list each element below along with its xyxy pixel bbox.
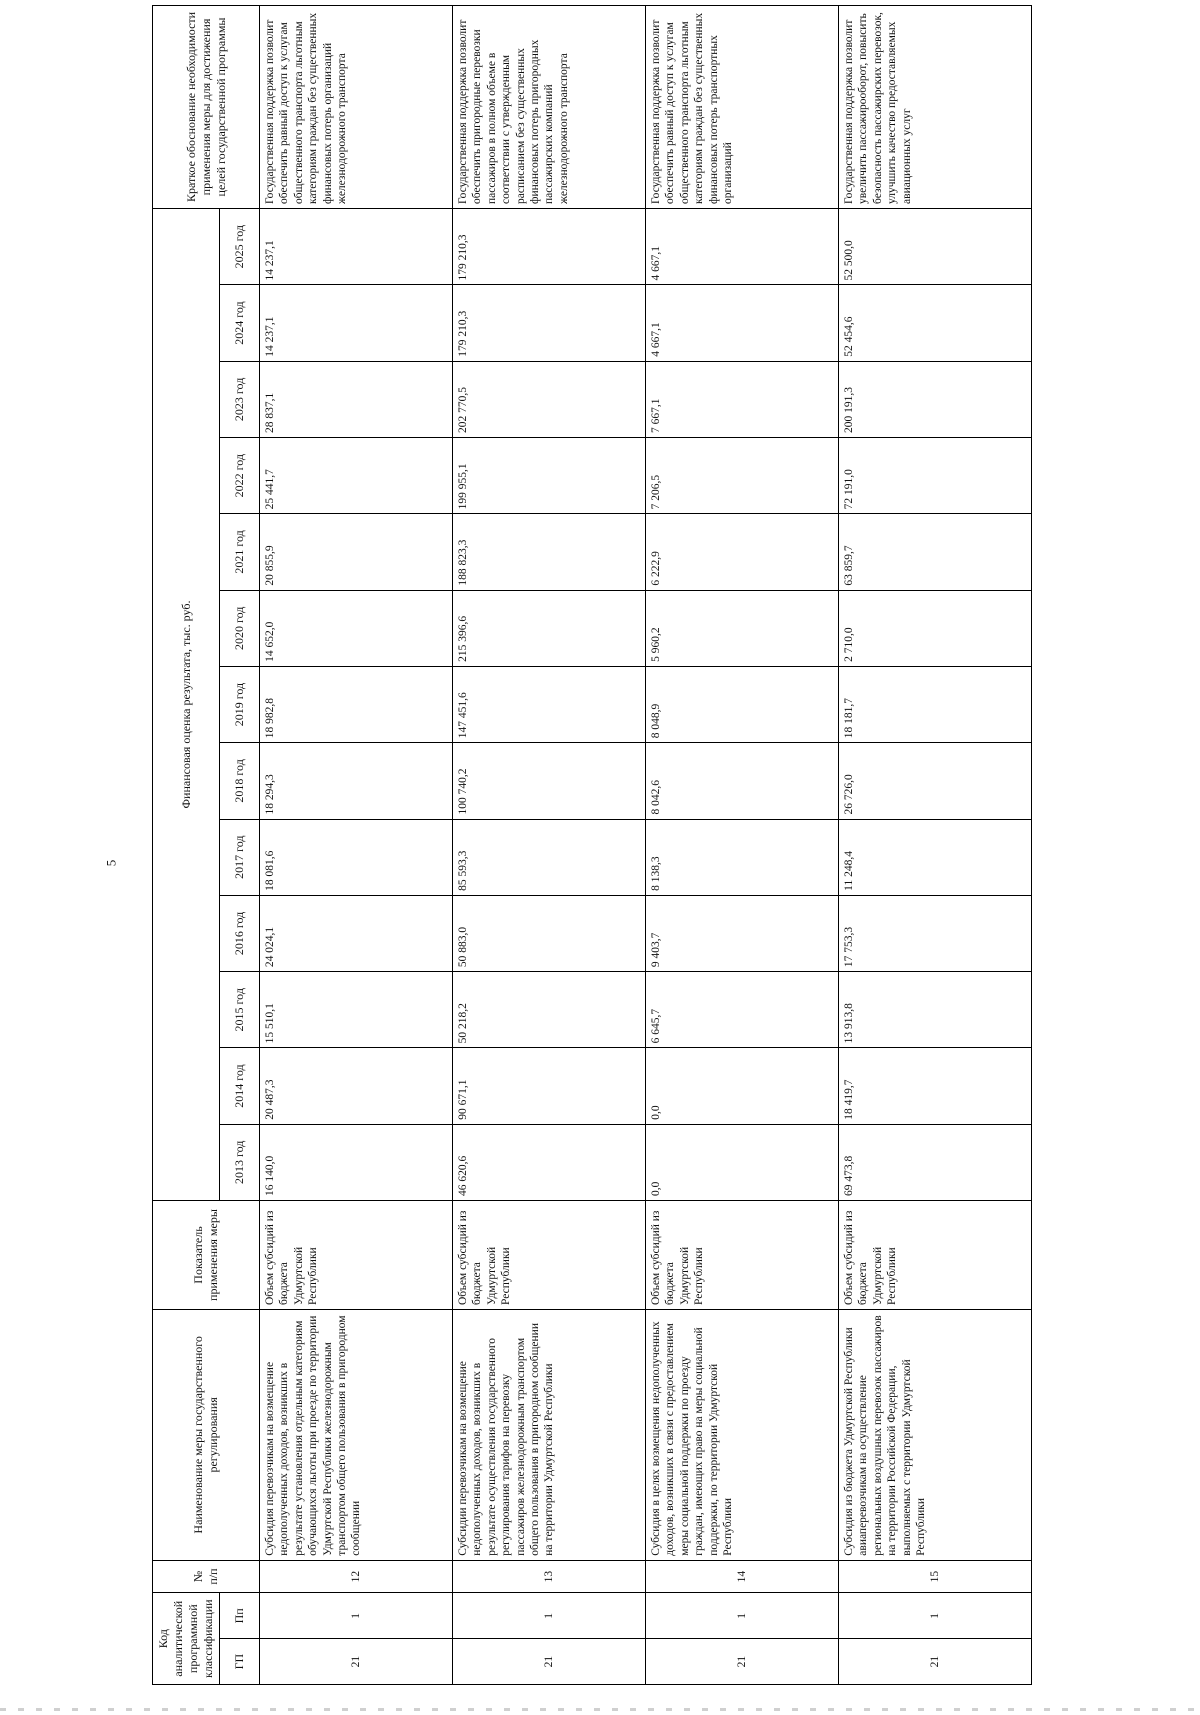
pp-header: Пп xyxy=(220,1593,260,1639)
value-cell: 50 218,2 xyxy=(453,972,646,1048)
rotated-table-container xyxy=(152,5,1032,1685)
measure-name-cell: Субсидия перевозчикам на возмещение недополученных доходов, возникших в результате установления отдельным категориям обучающихся льготы при проезде по территории Удмуртской Республики железнодорожным транспортом общего пользования в пригородном сообщении xyxy=(260,1310,453,1561)
gp-cell: 21 xyxy=(839,1639,1032,1685)
table-row xyxy=(260,6,453,1685)
value-cell: 18 419,7 xyxy=(839,1048,1032,1124)
scan-edge-marks xyxy=(0,1708,1200,1711)
measure-name-cell: Субсидии перевозчикам на возмещение недополученных доходов, возникших в результате осуществления государственного регулирования тарифов на перевозку пассажиров железнодорожным транспортом общего пользования в пригородном сообщении на территории Удмуртской Республики xyxy=(453,1310,646,1561)
justification-cell: Государственная поддержка позволит обеспечить равный доступ к услугам общественного транспорта льготным категориям граждан без существенных финансовых потерь транспортных организаций xyxy=(646,6,839,209)
year-header: 2021 год xyxy=(220,514,260,590)
indicator-cell: Объем субсидий из бюджета Удмуртской Республики xyxy=(260,1201,453,1310)
number-header: № п/п xyxy=(153,1560,260,1593)
pp-cell: 1 xyxy=(646,1593,839,1639)
table-row xyxy=(453,6,646,1685)
year-header: 2016 год xyxy=(220,895,260,971)
value-cell: 26 726,0 xyxy=(839,743,1032,819)
value-cell: 24 024,1 xyxy=(260,895,453,971)
table-body xyxy=(260,6,1032,1685)
value-cell: 6 645,7 xyxy=(646,972,839,1048)
value-cell: 8 048,9 xyxy=(646,666,839,742)
value-cell: 2 710,0 xyxy=(839,590,1032,666)
value-cell: 188 823,3 xyxy=(453,514,646,590)
year-header: 2019 год xyxy=(220,666,260,742)
gp-cell: 21 xyxy=(453,1639,646,1685)
value-cell: 46 620,6 xyxy=(453,1124,646,1200)
value-cell: 18 982,8 xyxy=(260,666,453,742)
value-cell: 20 855,9 xyxy=(260,514,453,590)
code-header: Код аналитической программной классификации xyxy=(153,1593,220,1685)
value-cell: 7 206,5 xyxy=(646,438,839,514)
value-cell: 52 454,6 xyxy=(839,285,1032,361)
value-cell: 85 593,3 xyxy=(453,819,646,895)
value-cell: 18 081,6 xyxy=(260,819,453,895)
value-cell: 17 753,3 xyxy=(839,895,1032,971)
value-cell: 69 473,8 xyxy=(839,1124,1032,1200)
value-cell: 0,0 xyxy=(646,1048,839,1124)
indicator-cell: Объем субсидий из бюджета Удмуртской Республики xyxy=(453,1201,646,1310)
value-cell: 11 248,4 xyxy=(839,819,1032,895)
value-cell: 179 210,3 xyxy=(453,208,646,284)
indicator-cell: Объем субсидий из бюджета Удмуртской Республики xyxy=(646,1201,839,1310)
value-cell: 147 451,6 xyxy=(453,666,646,742)
year-header: 2015 год xyxy=(220,972,260,1048)
year-header: 2025 год xyxy=(220,208,260,284)
year-header: 2014 год xyxy=(220,1048,260,1124)
measure-name-cell: Субсидия из бюджета Удмуртской Республики авиаперевозчикам на осуществление региональных воздушных перевозок пассажиров на территории Российской Федерации, выполняемых с территории Удмуртской Республики xyxy=(839,1310,1032,1561)
value-cell: 20 487,3 xyxy=(260,1048,453,1124)
gp-header: ГП xyxy=(220,1639,260,1685)
pp-cell: 1 xyxy=(453,1593,646,1639)
table-row xyxy=(646,6,839,1685)
measure-name-header: Наименование меры государственного регулирования xyxy=(153,1310,260,1561)
value-cell: 4 667,1 xyxy=(646,285,839,361)
indicator-cell: Объем субсидий из бюджета Удмуртской Республики xyxy=(839,1201,1032,1310)
value-cell: 199 955,1 xyxy=(453,438,646,514)
value-cell: 179 210,3 xyxy=(453,285,646,361)
value-cell: 202 770,5 xyxy=(453,361,646,437)
number-cell: 15 xyxy=(839,1560,1032,1593)
value-cell: 28 837,1 xyxy=(260,361,453,437)
value-cell: 18 181,7 xyxy=(839,666,1032,742)
value-cell: 5 960,2 xyxy=(646,590,839,666)
justification-cell: Государственная поддержка позволит обеспечить пригородные перевозки пассажиров в полном объеме в соответствии с утвержденным расписанием без существенных финансовых потерь пригородных пассажирских компаний железнодорожного транспорта xyxy=(453,6,646,209)
value-cell: 215 396,6 xyxy=(453,590,646,666)
value-cell: 15 510,1 xyxy=(260,972,453,1048)
financial-header: Финансовая оценка результата, тыс. руб. xyxy=(153,208,220,1200)
year-header: 2017 год xyxy=(220,819,260,895)
value-cell: 63 859,7 xyxy=(839,514,1032,590)
value-cell: 72 191,0 xyxy=(839,438,1032,514)
value-cell: 13 913,8 xyxy=(839,972,1032,1048)
year-header: 2023 год xyxy=(220,361,260,437)
value-cell: 14 237,1 xyxy=(260,285,453,361)
pp-cell: 1 xyxy=(839,1593,1032,1639)
value-cell: 50 883,0 xyxy=(453,895,646,971)
value-cell: 0,0 xyxy=(646,1124,839,1200)
value-cell: 4 667,1 xyxy=(646,208,839,284)
year-header: 2018 год xyxy=(220,743,260,819)
justification-cell: Государственная поддержка позволит увеличить пассажирооборот, повысить безопасность пассажирских перевозок, улучшить качество предоставляемых авиационных услуг xyxy=(839,6,1032,209)
number-cell: 13 xyxy=(453,1560,646,1593)
indicator-header: Показатель применения меры xyxy=(153,1201,260,1310)
number-cell: 12 xyxy=(260,1560,453,1593)
value-cell: 200 191,3 xyxy=(839,361,1032,437)
pp-cell: 1 xyxy=(260,1593,453,1639)
value-cell: 6 222,9 xyxy=(646,514,839,590)
measures-table xyxy=(152,5,1032,1685)
year-header: 2013 год xyxy=(220,1124,260,1200)
gp-cell: 21 xyxy=(260,1639,453,1685)
value-cell: 90 671,1 xyxy=(453,1048,646,1124)
page-number: 5 xyxy=(103,859,119,867)
year-header: 2024 год xyxy=(220,285,260,361)
value-cell: 8 042,6 xyxy=(646,743,839,819)
year-header: 2022 год xyxy=(220,438,260,514)
value-cell: 16 140,0 xyxy=(260,1124,453,1200)
value-cell: 100 740,2 xyxy=(453,743,646,819)
measure-name-cell: Субсидия в целях возмещения недополученных доходов, возникших в связи с предоставлением меры социальной поддержки по проезду граждан, имеющих право на меры социальной поддержки, по территории Удмуртской Республики xyxy=(646,1310,839,1561)
value-cell: 18 294,3 xyxy=(260,743,453,819)
table-row xyxy=(839,6,1032,1685)
year-header: 2020 год xyxy=(220,590,260,666)
value-cell: 25 441,7 xyxy=(260,438,453,514)
value-cell: 7 667,1 xyxy=(646,361,839,437)
justification-header: Краткое обоснование необходимости применения меры для достижения целей государственной программы xyxy=(153,6,260,209)
value-cell: 14 237,1 xyxy=(260,208,453,284)
gp-cell: 21 xyxy=(646,1639,839,1685)
justification-cell: Государственная поддержка позволит обеспечить равный доступ к услугам общественного транспорта льготным категориям граждан без существенных финансовых потерь организаций железнодорожного транспорта xyxy=(260,6,453,209)
number-cell: 14 xyxy=(646,1560,839,1593)
value-cell: 9 403,7 xyxy=(646,895,839,971)
value-cell: 8 138,3 xyxy=(646,819,839,895)
value-cell: 52 500,0 xyxy=(839,208,1032,284)
value-cell: 14 652,0 xyxy=(260,590,453,666)
